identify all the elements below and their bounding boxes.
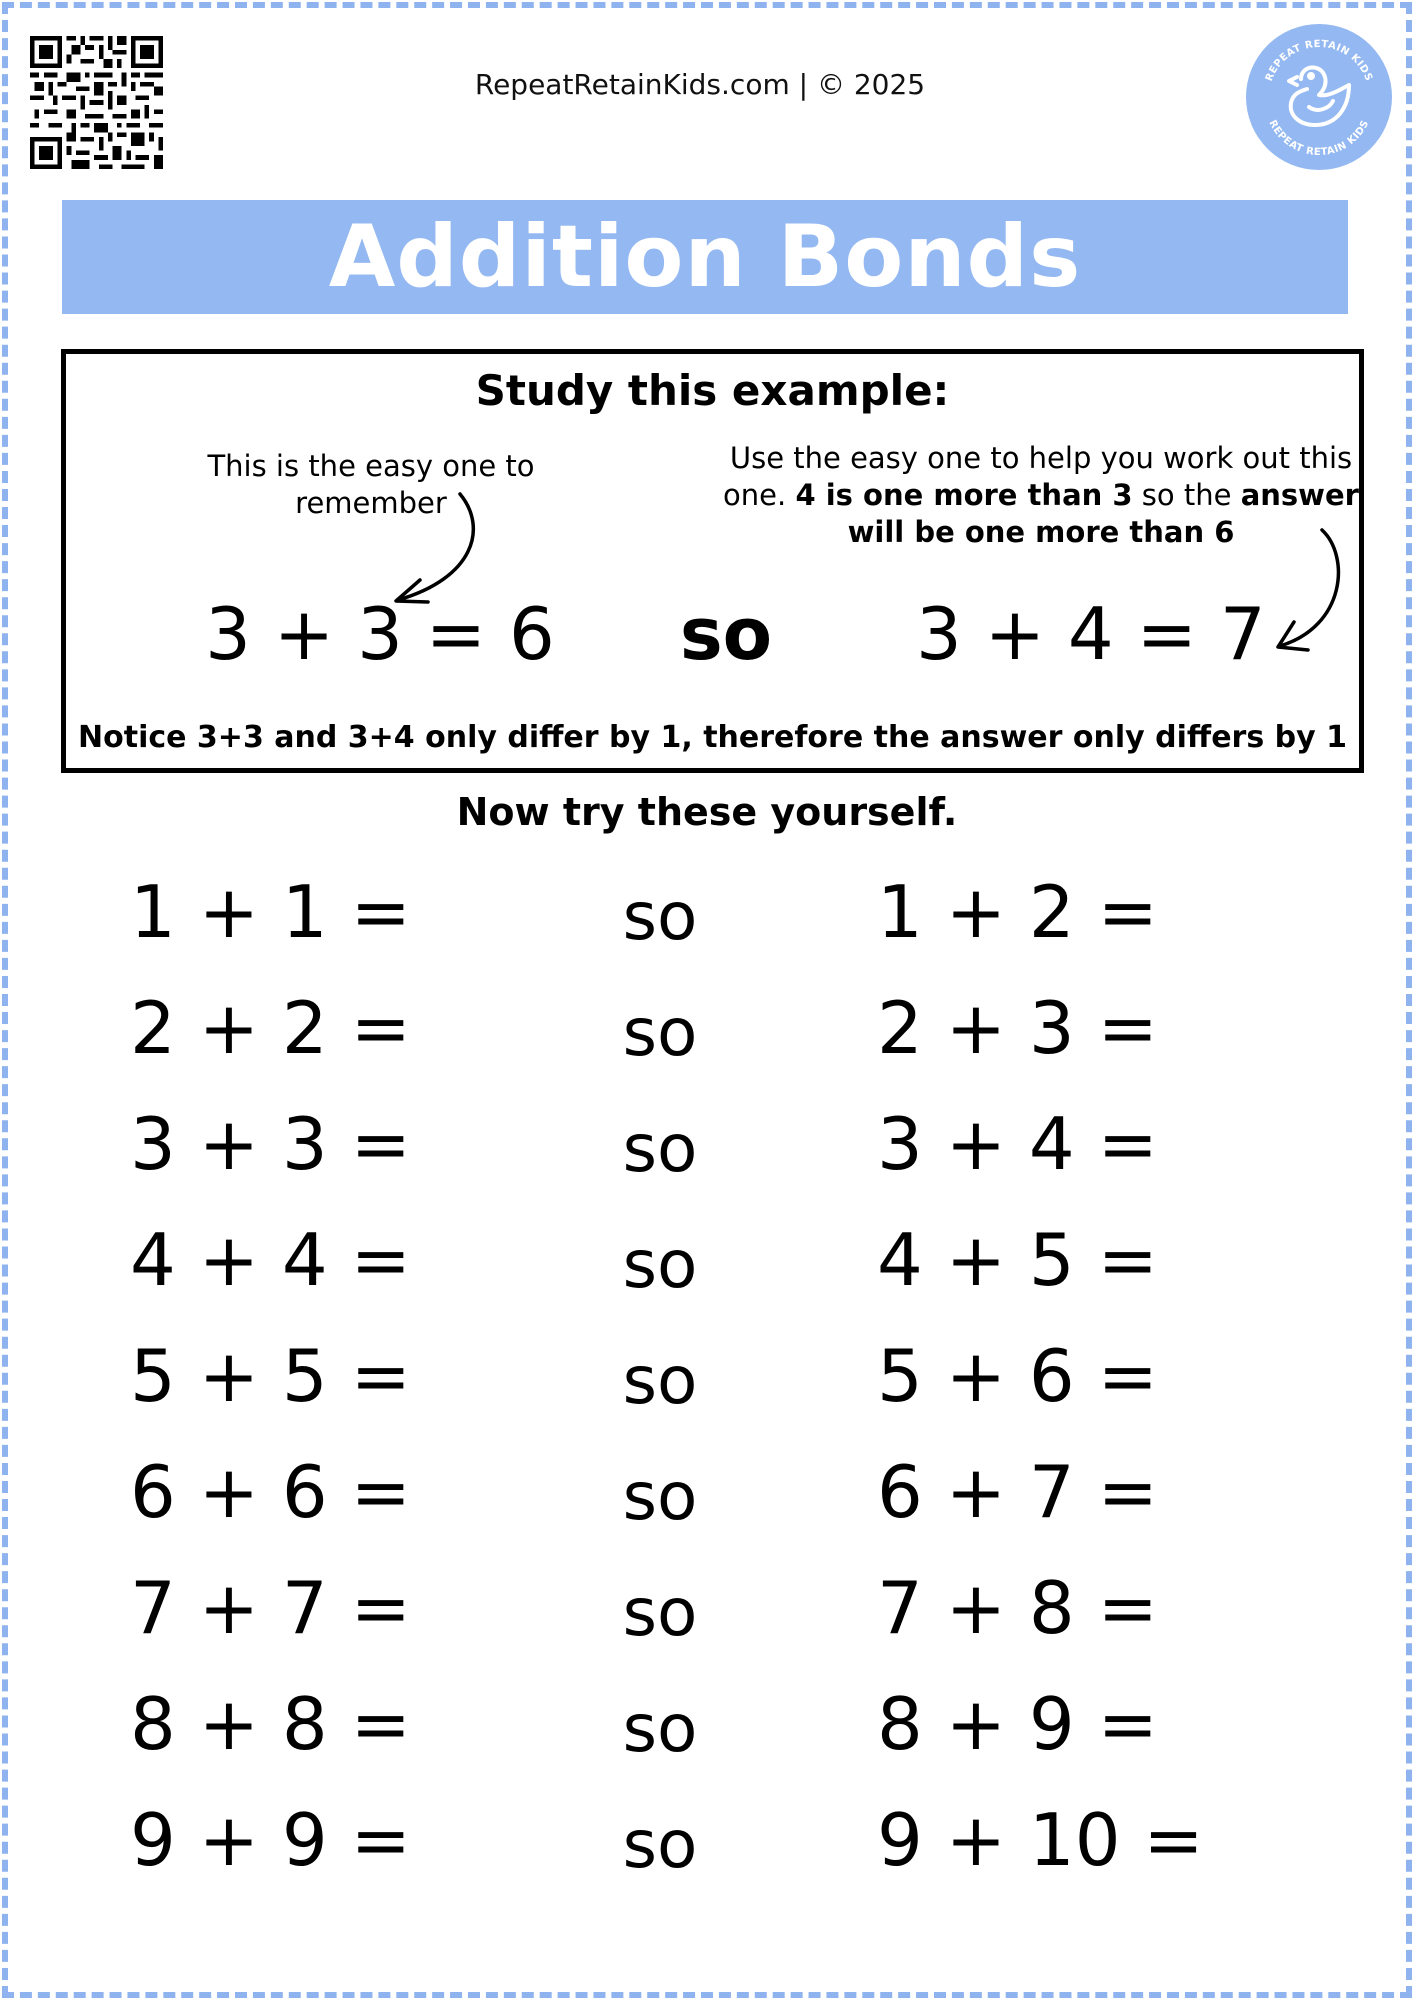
target-problem: 6 + 7 =: [877, 1450, 1158, 1534]
so-connector: so: [622, 878, 698, 955]
practice-heading: Now try these yourself.: [456, 790, 958, 834]
easy-problem: 7 + 7 =: [130, 1566, 411, 1650]
page-title: Addition Bonds: [328, 207, 1082, 307]
target-problem: 2 + 3 =: [877, 986, 1158, 1070]
problem-row: [0, 1102, 1414, 1218]
easy-problem: 1 + 1 =: [130, 870, 411, 954]
title-banner: [62, 200, 1348, 314]
problem-row: [0, 1798, 1414, 1914]
problem-row: [0, 1450, 1414, 1566]
problem-row: [0, 1218, 1414, 1334]
target-problem: 3 + 4 =: [877, 1102, 1158, 1186]
example-right-note: [721, 440, 1361, 551]
example-notice: Notice 3+3 and 3+4 only differ by 1, therefore the answer only differs by 1: [78, 720, 1347, 755]
right-note-text: so the: [1141, 478, 1232, 512]
problem-row: [0, 870, 1414, 986]
example-target-equation: 3 + 4 = 7: [916, 592, 1266, 676]
easy-problem: 5 + 5 =: [130, 1334, 411, 1418]
right-note-text: Use the easy one to help you work out this one.: [723, 441, 1353, 512]
problem-row: [0, 1566, 1414, 1682]
target-problem: 8 + 9 =: [877, 1682, 1158, 1766]
svg-text:REPEAT RETAIN KIDS: REPEAT RETAIN KIDS: [1266, 118, 1372, 159]
target-problem: 9 + 10 =: [877, 1798, 1204, 1882]
so-connector: so: [622, 994, 698, 1071]
example-left-note: This is the easy one to remember: [207, 449, 535, 520]
curved-arrow-icon: [384, 488, 544, 608]
example-box: [61, 349, 1364, 773]
target-problem: 1 + 2 =: [877, 870, 1158, 954]
problem-row: [0, 1334, 1414, 1450]
so-connector: so: [622, 1806, 698, 1883]
qr-code-icon: [30, 36, 163, 169]
problem-row: [0, 986, 1414, 1102]
example-easy-equation: 3 + 3 = 6: [205, 592, 555, 676]
easy-problem: 2 + 2 =: [130, 986, 411, 1070]
repeat-retain-kids-logo: [1245, 23, 1393, 171]
site-copyright: RepeatRetainKids.com | © 2025: [474, 68, 926, 101]
example-connector: so: [679, 592, 773, 676]
target-problem: 7 + 8 =: [877, 1566, 1158, 1650]
target-problem: 4 + 5 =: [877, 1218, 1158, 1302]
problem-row: [0, 1682, 1414, 1798]
so-connector: so: [622, 1110, 698, 1187]
right-note-emphasis: 4 is one more than 3: [795, 478, 1133, 512]
so-connector: so: [622, 1458, 698, 1535]
easy-problem: 4 + 4 =: [130, 1218, 411, 1302]
so-connector: so: [622, 1226, 698, 1303]
right-note-emphasis: answer will be one more than 6: [847, 478, 1359, 549]
target-problem: 5 + 6 =: [877, 1334, 1158, 1418]
example-heading: Study this example:: [475, 366, 950, 415]
practice-problems: [0, 870, 1414, 1914]
easy-problem: 8 + 8 =: [130, 1682, 411, 1766]
so-connector: so: [622, 1690, 698, 1767]
svg-text:REPEAT RETAIN KIDS: REPEAT RETAIN KIDS: [1263, 38, 1375, 83]
so-connector: so: [622, 1342, 698, 1419]
so-connector: so: [622, 1574, 698, 1651]
easy-problem: 6 + 6 =: [130, 1450, 411, 1534]
easy-problem: 9 + 9 =: [130, 1798, 411, 1882]
easy-problem: 3 + 3 =: [130, 1102, 411, 1186]
